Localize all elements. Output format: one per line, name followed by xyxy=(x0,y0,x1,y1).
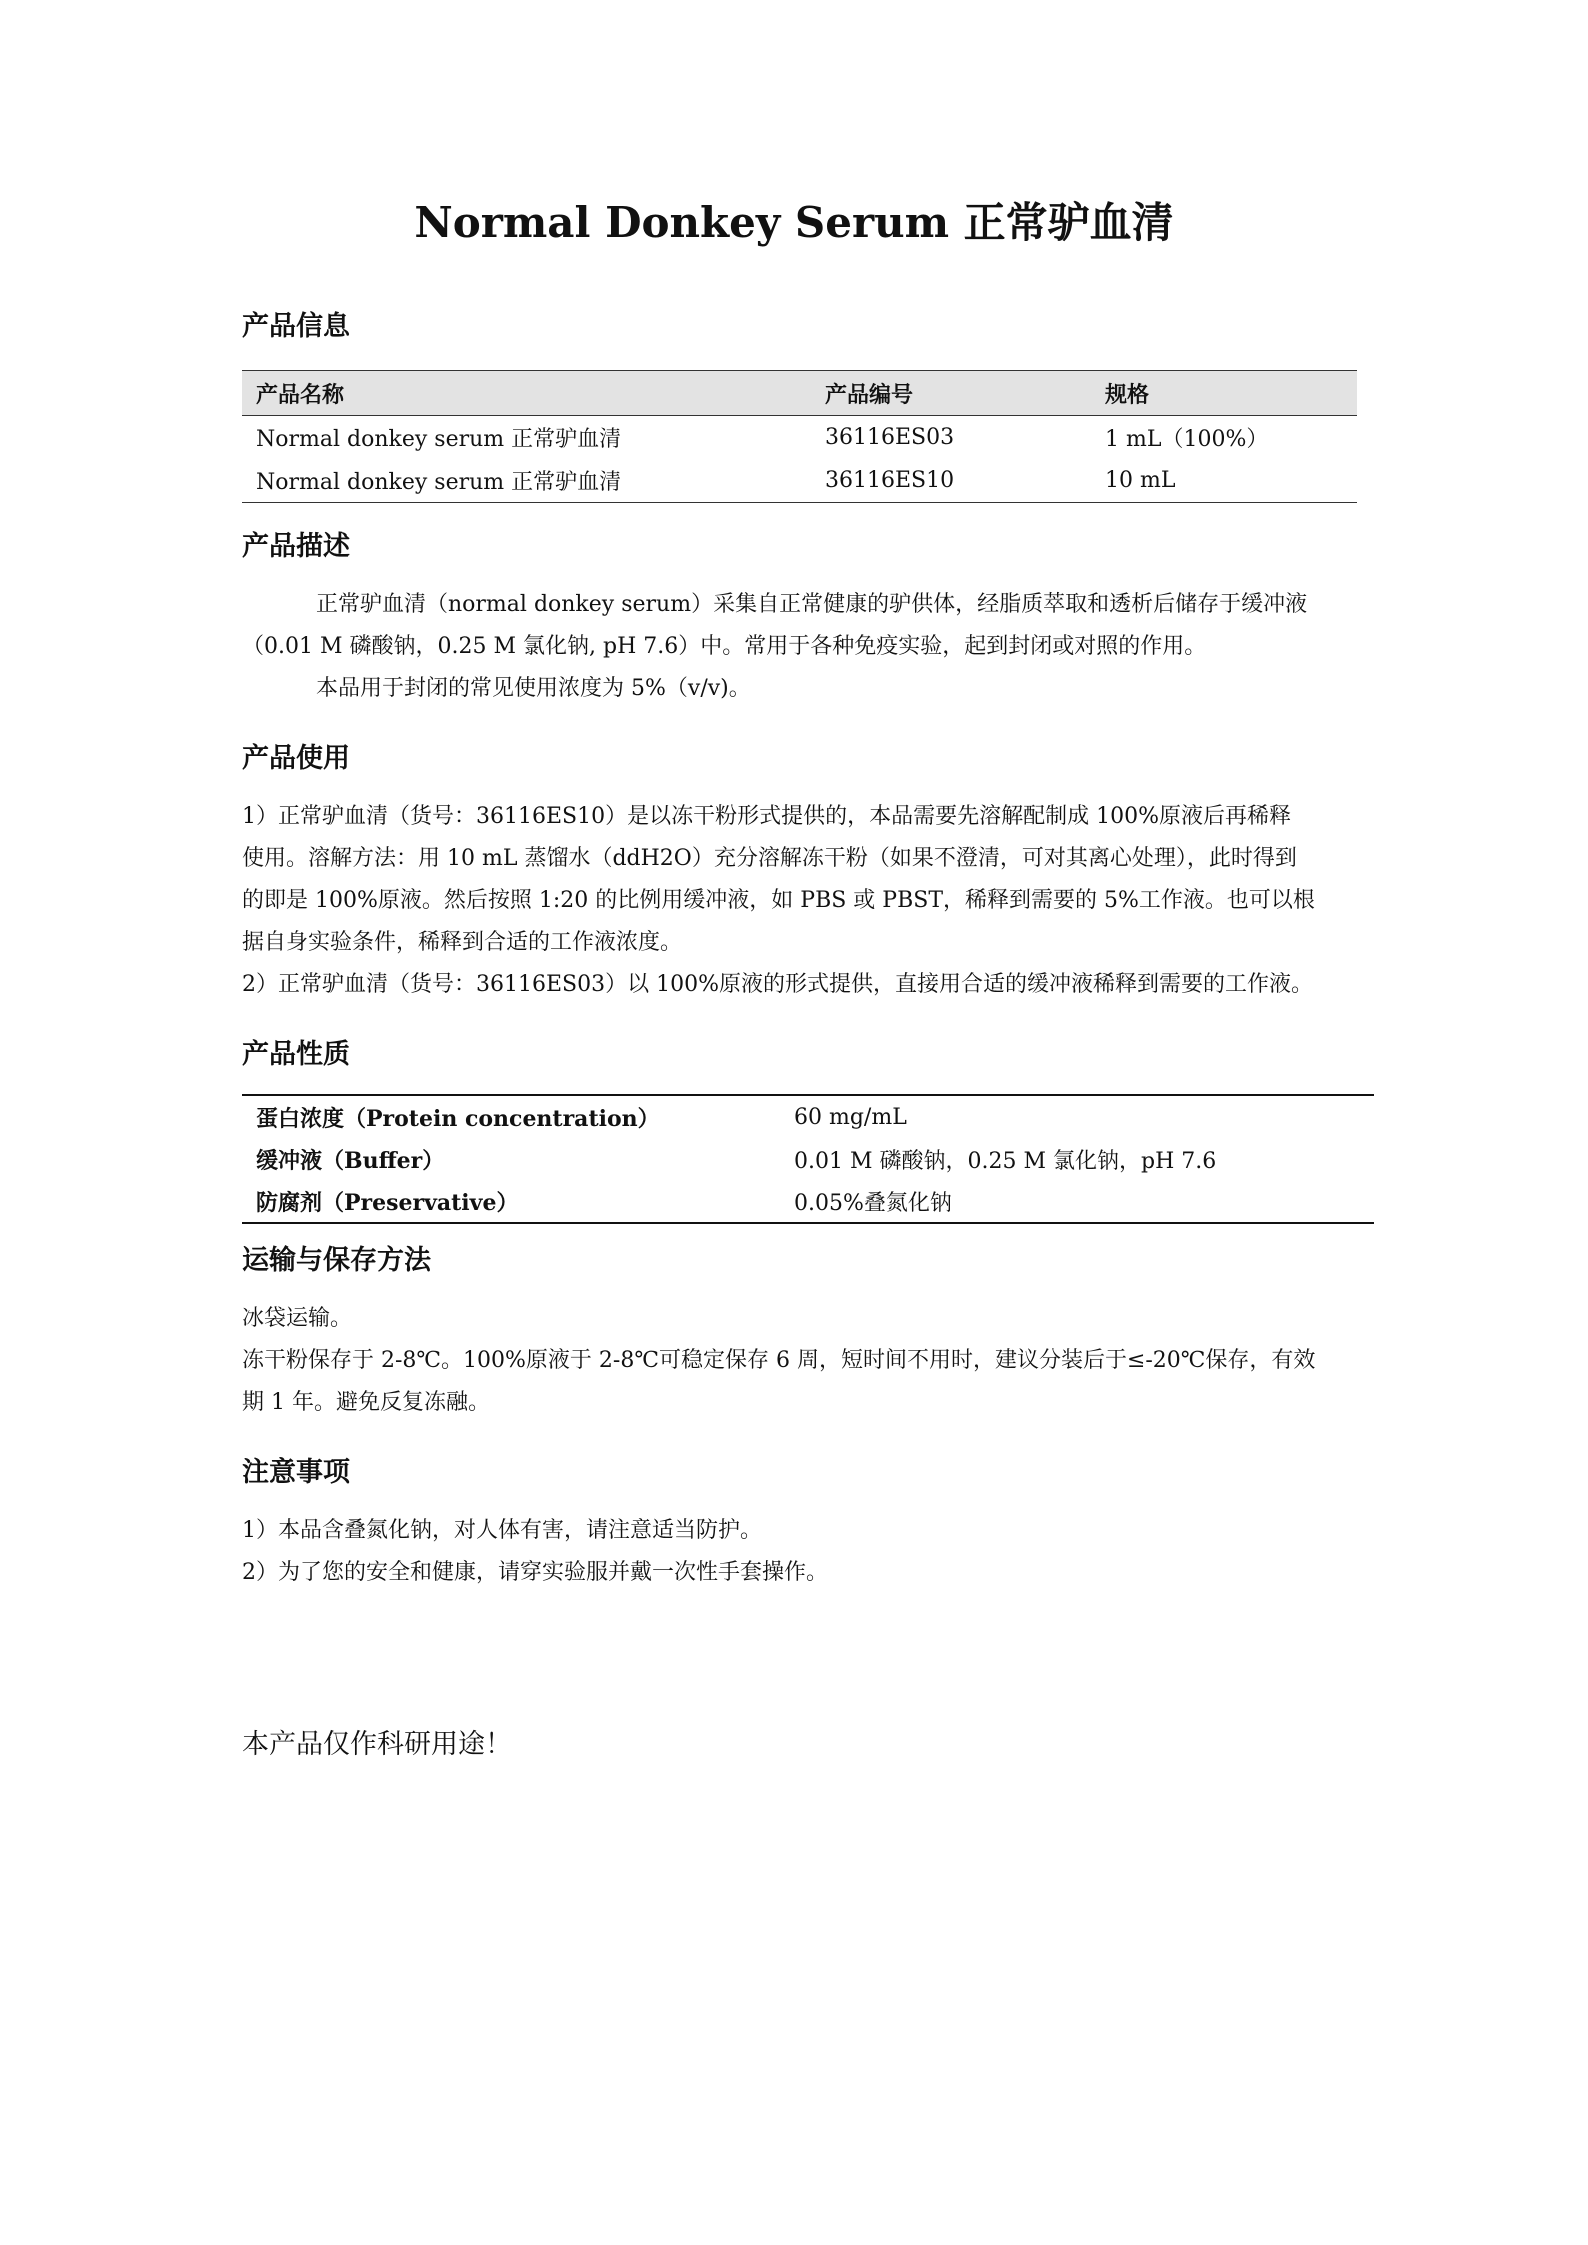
notes-line: 2）为了您的安全和健康，请穿实验服并戴一次性手套操作。 xyxy=(242,1560,828,1585)
product-name-cell: Normal donkey serum 正常驴血清 xyxy=(256,470,622,495)
column-header-name: 产品名称 xyxy=(242,371,811,416)
section-heading-properties: 产品性质 xyxy=(242,1039,350,1070)
notes-paragraph xyxy=(242,1510,1357,1594)
usage-line: 2）正常驴血清（货号：36116ES03）以 100%原液的形式提供，直接用合适的缓冲液稀释到需要的工作液。 xyxy=(242,972,1313,997)
property-value: 0.01 M 磷酸钠，0.25 M 氯化钠，pH 7.6 xyxy=(794,1148,1217,1174)
storage-line: 冻干粉保存于 2-8℃。100%原液于 2-8℃可稳定保存 6 周，短时间不用时，建议分装后于≤-20℃保存，有效 xyxy=(242,1348,1316,1373)
property-value: 60 mg/mL xyxy=(794,1104,907,1130)
document-title: Normal Donkey Serum 正常驴血清 xyxy=(414,198,1174,247)
notes-line: 1）本品含叠氮化钠，对人体有害，请注意适当防护。 xyxy=(242,1518,762,1543)
usage-line: 1）正常驴血清（货号：36116ES10）是以冻干粉形式提供的，本品需要先溶解配制成 100%原液后再稀释 xyxy=(242,804,1291,829)
description-line: 本品用于封闭的常见使用浓度为 5%（v/v)。 xyxy=(316,676,751,701)
usage-line: 据自身实验条件，稀释到合适的工作液浓度。 xyxy=(242,930,683,955)
table-row xyxy=(242,459,1357,503)
usage-line: 使用。溶解方法：用 10 mL 蒸馏水（ddH2O）充分溶解冻干粉（如果不澄清，可对其离心处理），此时得到 xyxy=(242,846,1297,871)
section-heading-info: 产品信息 xyxy=(242,311,350,342)
product-properties-table xyxy=(242,1094,1374,1224)
table-row xyxy=(242,1138,1374,1180)
product-code-cell: 36116ES10 xyxy=(825,468,955,493)
property-value: 0.05%叠氮化钠 xyxy=(794,1190,952,1216)
storage-line: 期 1 年。避免反复冻融。 xyxy=(242,1390,490,1415)
table-row xyxy=(242,416,1357,460)
property-key: 防腐剂（Preservative） xyxy=(256,1189,519,1216)
product-code-cell: 36116ES03 xyxy=(825,425,955,450)
product-spec-cell: 10 mL xyxy=(1105,468,1176,493)
research-use-notice: 本产品仅作科研用途！ xyxy=(242,1729,512,1760)
table-row xyxy=(242,1095,1374,1138)
column-header-code: 产品编号 xyxy=(811,371,1091,416)
usage-paragraph xyxy=(242,796,1357,1006)
section-heading-usage: 产品使用 xyxy=(242,743,350,774)
section-heading-notes: 注意事项 xyxy=(242,1457,350,1488)
storage-line: 冰袋运输。 xyxy=(242,1306,353,1331)
product-info-table xyxy=(242,370,1357,503)
table-header-row xyxy=(242,371,1357,416)
storage-paragraph xyxy=(242,1298,1357,1424)
column-header-spec: 规格 xyxy=(1091,371,1357,416)
description-paragraph xyxy=(242,584,1357,710)
description-line: 正常驴血清（normal donkey serum）采集自正常健康的驴供体，经脂质萃取和透析后储存于缓冲液 xyxy=(316,592,1308,617)
table-row xyxy=(242,1180,1374,1223)
section-heading-description: 产品描述 xyxy=(242,531,350,562)
product-name-cell: Normal donkey serum 正常驴血清 xyxy=(256,427,622,452)
usage-line: 的即是 100%原液。然后按照 1:20 的比例用缓冲液，如 PBS 或 PBST，稀释到需要的 5%工作液。也可以根 xyxy=(242,888,1315,913)
product-spec-cell: 1 mL（100%） xyxy=(1105,427,1269,452)
section-heading-storage: 运输与保存方法 xyxy=(242,1245,431,1276)
property-key: 蛋白浓度（Protein concentration） xyxy=(256,1105,660,1132)
description-line: （0.01 M 磷酸钠，0.25 M 氯化钠, pH 7.6）中。常用于各种免疫实验，起到封闭或对照的作用。 xyxy=(242,634,1207,659)
property-key: 缓冲液（Buffer） xyxy=(256,1147,445,1174)
